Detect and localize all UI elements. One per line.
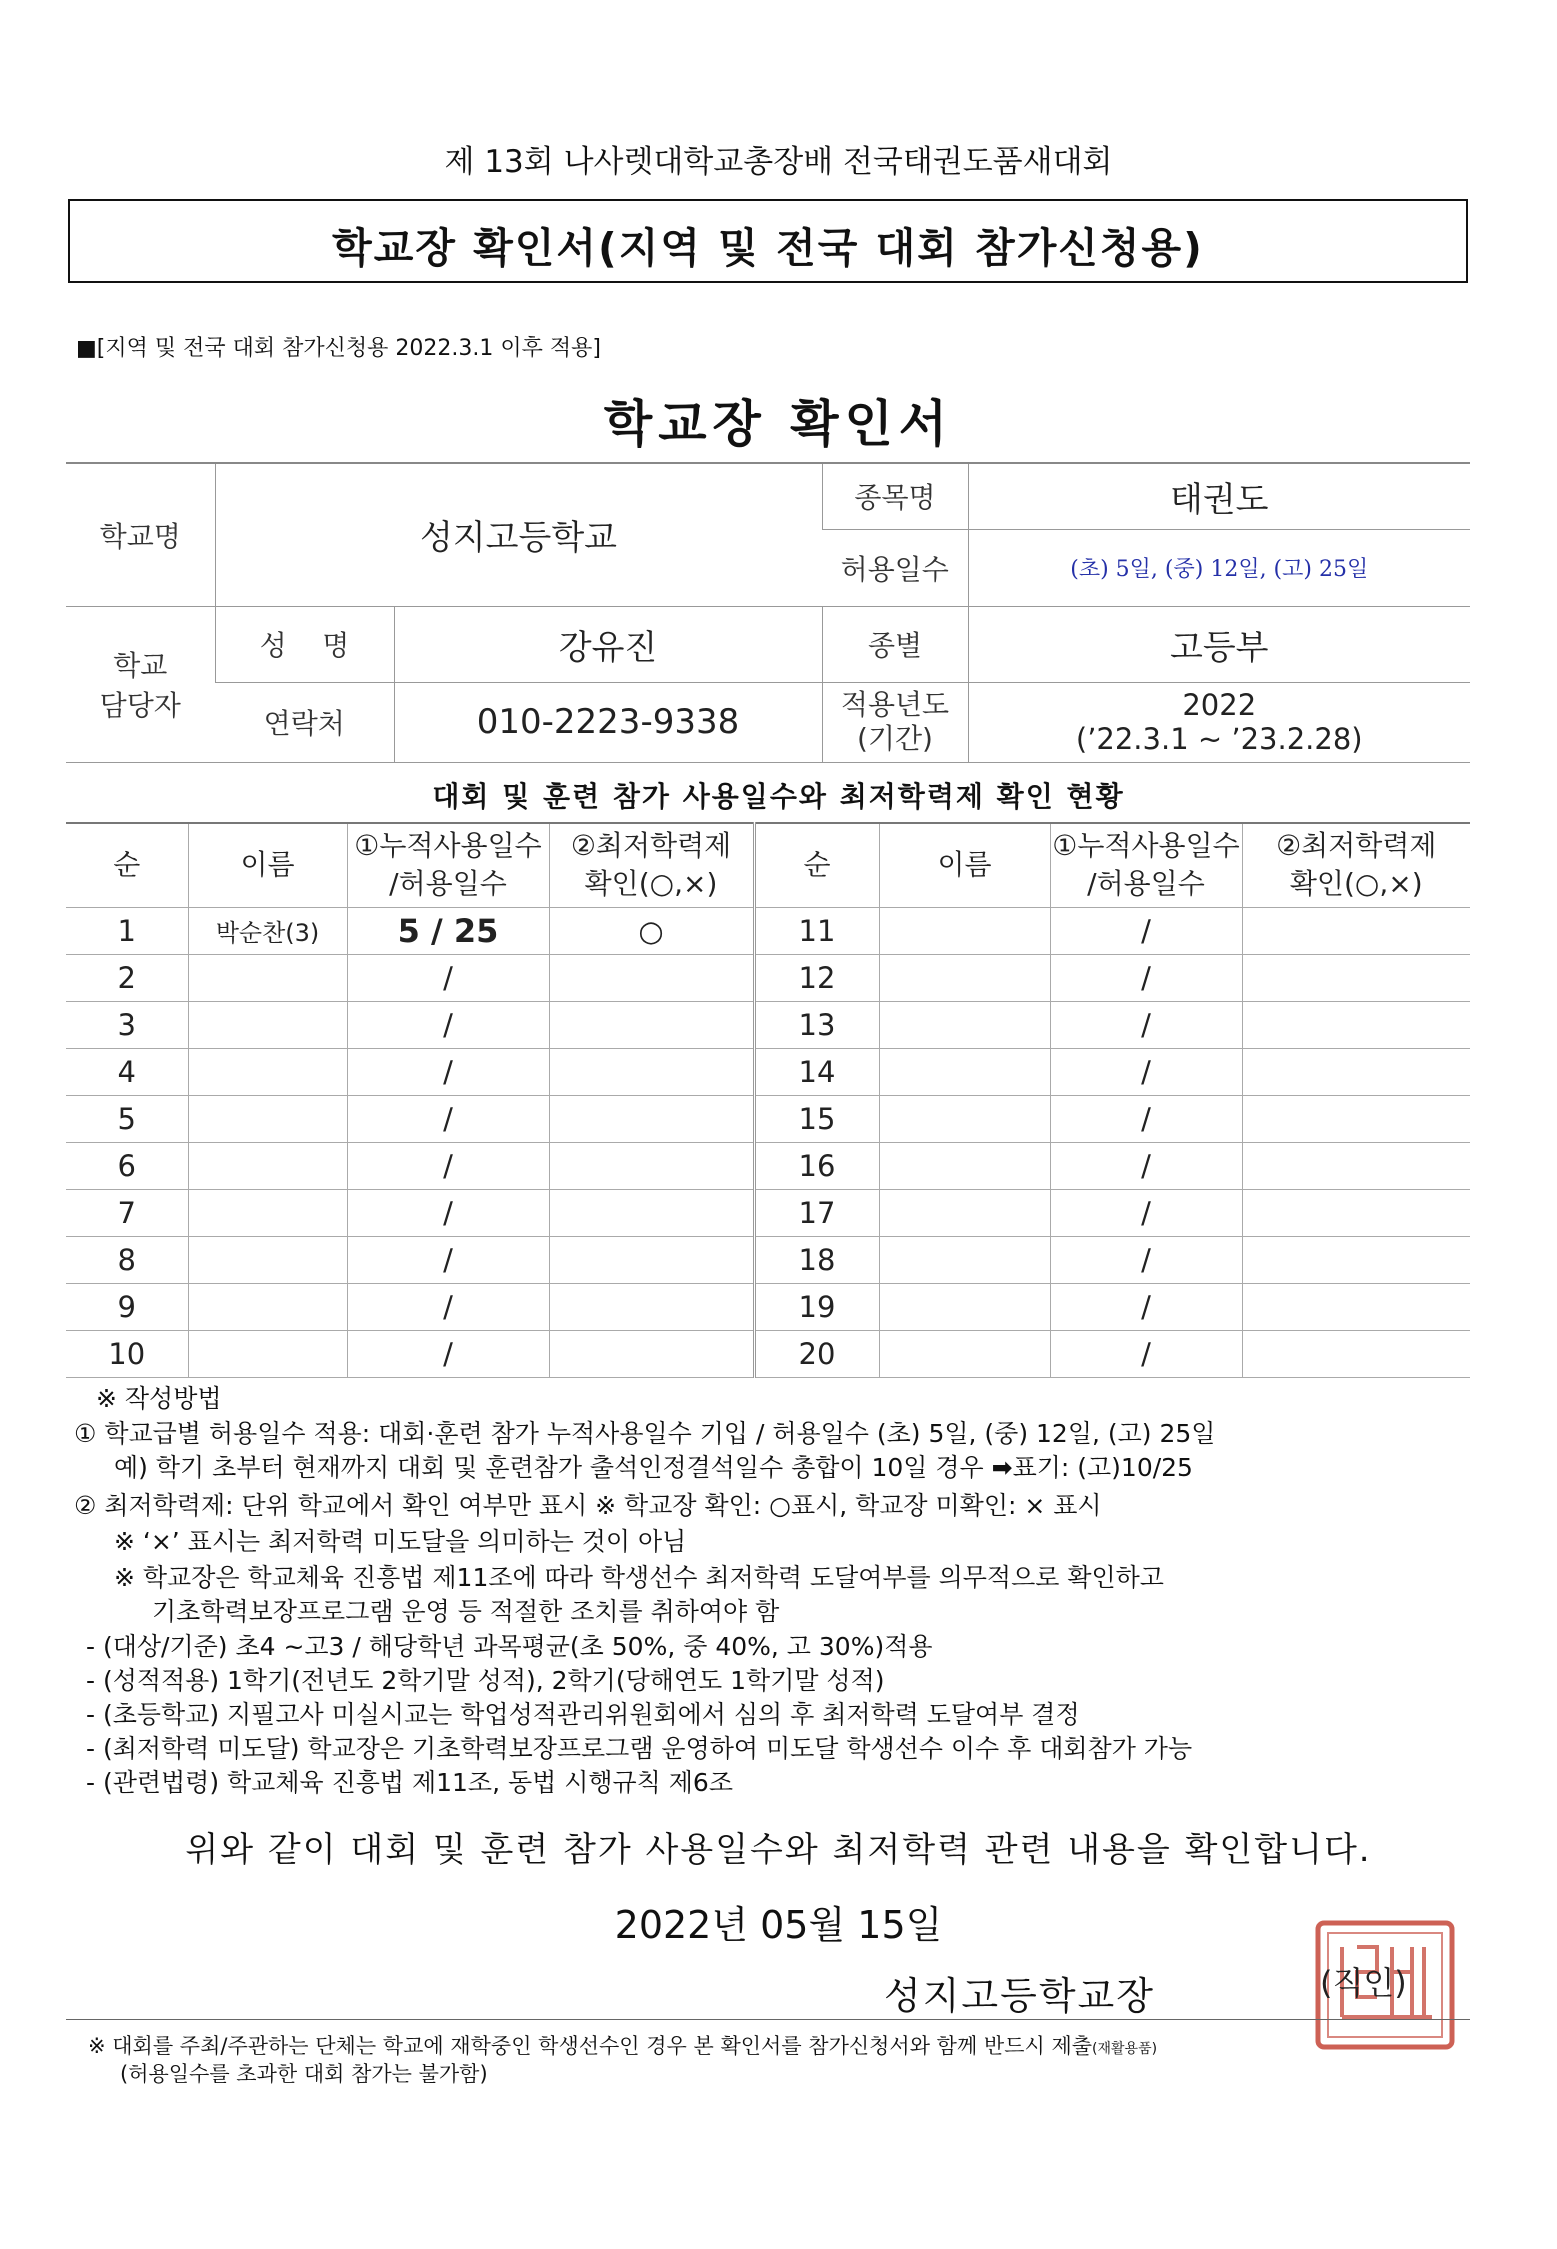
used-days: / xyxy=(1050,1330,1242,1377)
student-name xyxy=(879,1330,1050,1377)
row-number: 5 xyxy=(66,1095,188,1142)
title-box xyxy=(68,199,1468,283)
table-row xyxy=(66,1048,1470,1095)
school-info-table xyxy=(66,462,1470,763)
table-row xyxy=(66,954,1470,1001)
confirmation-statement: 위와 같이 대회 및 훈련 참가 사용일수와 최저학력 관련 내용을 확인합니다. xyxy=(185,1830,1372,1870)
arrow-right-icon: ➡ xyxy=(991,1453,1013,1482)
header-no-left: 순 xyxy=(66,823,188,907)
academic-check xyxy=(1242,1189,1470,1236)
used-days: / xyxy=(347,1236,549,1283)
used-days: / xyxy=(347,1283,549,1330)
contact-label-line2: 담당자 xyxy=(99,689,181,722)
used-days: / xyxy=(347,1189,549,1236)
used-days: / xyxy=(1050,1236,1242,1283)
row-number: 4 xyxy=(66,1048,188,1095)
academic-check xyxy=(1242,907,1470,954)
instruction-1b-line xyxy=(114,1448,1193,1484)
applicable-year-value xyxy=(968,682,1470,762)
status-heading: 대회 및 훈련 참가 사용일수와 최저학력제 확인 현황 xyxy=(432,780,1125,813)
row-number: 11 xyxy=(754,907,879,954)
used-days: / xyxy=(347,1048,549,1095)
phone-label: 연락처 xyxy=(215,682,394,762)
table-row xyxy=(66,1283,1470,1330)
person-name-label: 성 명 xyxy=(215,606,394,682)
footer-note xyxy=(88,2030,1157,2060)
footer-note-2: (허용일수를 초과한 대회 참가는 불가함) xyxy=(120,2062,488,2086)
header-check-right xyxy=(1242,823,1470,907)
row-number: 6 xyxy=(66,1142,188,1189)
instructions-header: ※ 작성방법 xyxy=(96,1384,222,1413)
header-days-line2: /허용일수 xyxy=(1087,867,1205,901)
academic-check xyxy=(1242,1142,1470,1189)
division-value: 고등부 xyxy=(968,606,1470,682)
footer-note-small: (재활용품) xyxy=(1092,2041,1158,2057)
instruction-1b: 예) 학기 초부터 현재까지 대회 및 훈련참가 출석인정결석일수 총합이 10일 경우 xyxy=(114,1453,984,1482)
table-row xyxy=(66,1236,1470,1283)
academic-check xyxy=(1242,1236,1470,1283)
roster-table xyxy=(66,822,1470,1378)
student-name xyxy=(879,954,1050,1001)
used-days: / xyxy=(1050,1095,1242,1142)
academic-check xyxy=(1242,954,1470,1001)
header-name-right: 이름 xyxy=(879,823,1050,907)
instruction-2a: ② 최저학력제: 단위 학교에서 확인 여부만 표시 ※ 학교장 확인: ○표시, 학교장 미확인: × 표시 xyxy=(74,1491,1102,1520)
used-days: / xyxy=(347,1001,549,1048)
student-name xyxy=(879,1189,1050,1236)
instruction-1a: ① 학교급별 허용일수 적용: 대회·훈련 참가 누적사용일수 기입 / 허용일수 (초) 5일, (중) 12일, (고) 25일 xyxy=(74,1419,1216,1448)
header-days-line1: ①누적사용일수 xyxy=(1052,829,1240,863)
row-number: 17 xyxy=(754,1189,879,1236)
person-name-value: 강유진 xyxy=(394,606,822,682)
form-title: 학교장 확인서(지역 및 전국 대회 참가신청용) xyxy=(332,224,1204,272)
header-check-line2: 확인(○,×) xyxy=(584,867,718,901)
row-number: 15 xyxy=(754,1095,879,1142)
row-number: 7 xyxy=(66,1189,188,1236)
student-name xyxy=(879,907,1050,954)
row-number: 3 xyxy=(66,1001,188,1048)
instruction-2b: ※ ‘×’ 표시는 최저학력 미도달을 의미하는 것이 아님 xyxy=(114,1527,687,1556)
used-days: / xyxy=(347,1330,549,1377)
academic-check xyxy=(549,1330,754,1377)
school-name-label: 학교명 xyxy=(66,463,215,606)
academic-check xyxy=(549,1189,754,1236)
academic-check xyxy=(1242,1095,1470,1142)
footer-divider xyxy=(66,2019,1470,2020)
used-days: / xyxy=(1050,907,1242,954)
academic-check xyxy=(549,1283,754,1330)
header-days-line1: ①누적사용일수 xyxy=(354,829,542,863)
academic-check xyxy=(549,1001,754,1048)
header-name-left: 이름 xyxy=(188,823,347,907)
used-days: / xyxy=(347,1142,549,1189)
student-name xyxy=(188,1001,347,1048)
row-number: 1 xyxy=(66,907,188,954)
row-number: 18 xyxy=(754,1236,879,1283)
contact-label-line1: 학교 xyxy=(113,649,168,682)
allowed-days-label: 허용일수 xyxy=(822,529,968,606)
table-row xyxy=(66,1001,1470,1048)
contact-person-label xyxy=(66,606,215,762)
student-name xyxy=(879,1283,1050,1330)
row-number: 9 xyxy=(66,1283,188,1330)
header-check-line1: ②최저학력제 xyxy=(1276,829,1437,863)
table-row xyxy=(66,1189,1470,1236)
allowed-days-value: (초) 5일, (중) 12일, (고) 25일 xyxy=(968,529,1470,606)
academic-check xyxy=(1242,1001,1470,1048)
event-title: 제 13회 나사렛대학교총장배 전국태권도품새대회 xyxy=(444,144,1113,180)
academic-check xyxy=(1242,1330,1470,1377)
academic-check xyxy=(549,954,754,1001)
table-row xyxy=(66,1142,1470,1189)
table-row xyxy=(66,1095,1470,1142)
used-days: 5 / 25 xyxy=(347,907,549,954)
row-number: 20 xyxy=(754,1330,879,1377)
academic-check xyxy=(549,1095,754,1142)
criteria-unmet: - (최저학력 미도달) 학교장은 기초학력보장프로그램 운영하여 미도달 학생선수 이수 후 대회참가 가능 xyxy=(86,1734,1193,1763)
year-label-line2: (기간) xyxy=(857,722,933,755)
academic-check xyxy=(549,1142,754,1189)
used-days: / xyxy=(347,1095,549,1142)
student-name xyxy=(879,1142,1050,1189)
school-name-value: 성지고등학교 xyxy=(215,463,822,606)
used-days: / xyxy=(1050,954,1242,1001)
row-number: 16 xyxy=(754,1142,879,1189)
academic-check xyxy=(1242,1048,1470,1095)
row-number: 19 xyxy=(754,1283,879,1330)
header-check-line2: 확인(○,×) xyxy=(1289,867,1423,901)
student-name xyxy=(188,1236,347,1283)
student-name xyxy=(879,1095,1050,1142)
criteria-elementary: - (초등학교) 지필고사 미실시교는 학업성적관리위원회에서 심의 후 최저학력 도달여부 결정 xyxy=(86,1700,1080,1729)
sport-value: 태권도 xyxy=(968,463,1470,529)
year-value-line1: 2022 xyxy=(1182,688,1257,722)
division-label: 종별 xyxy=(822,606,968,682)
student-name xyxy=(188,1048,347,1095)
row-number: 12 xyxy=(754,954,879,1001)
year-label-line1: 적용년도 xyxy=(840,688,950,721)
student-name: 박순찬(3) xyxy=(188,907,347,954)
student-name xyxy=(879,1048,1050,1095)
criteria-target: - (대상/기준) 초4 ~고3 / 해당학년 과목평균(초 50%, 중 40%, 고 30%)적용 xyxy=(86,1632,933,1661)
used-days: / xyxy=(347,954,549,1001)
principal-title: 성지고등학교장 xyxy=(884,1974,1155,2018)
row-number: 14 xyxy=(754,1048,879,1095)
student-name xyxy=(188,1330,347,1377)
phone-value: 010-2223-9338 xyxy=(394,682,822,762)
table-row xyxy=(66,1330,1470,1377)
student-name xyxy=(879,1236,1050,1283)
row-number: 2 xyxy=(66,954,188,1001)
issue-date: 2022년 05월 15일 xyxy=(614,1903,943,1947)
header-days-left xyxy=(347,823,549,907)
used-days: / xyxy=(1050,1283,1242,1330)
student-name xyxy=(188,1095,347,1142)
student-name xyxy=(188,1283,347,1330)
sport-label: 종목명 xyxy=(822,463,968,529)
academic-check: ○ xyxy=(549,907,754,954)
header-no-right: 순 xyxy=(754,823,879,907)
seal-label: (직인) xyxy=(1320,1964,1407,2002)
used-days: / xyxy=(1050,1048,1242,1095)
criteria-law: - (관련법령) 학교체육 진흥법 제11조, 동법 시행규칙 제6조 xyxy=(86,1768,733,1797)
used-days: / xyxy=(1050,1189,1242,1236)
instruction-1c: 표기: (고)10/25 xyxy=(1012,1453,1193,1482)
applicability-notice: ■[지역 및 전국 대회 참가신청용 2022.3.1 이후 적용] xyxy=(76,336,601,361)
header-check-line1: ②최저학력제 xyxy=(570,829,732,863)
header-days-right xyxy=(1050,823,1242,907)
year-value-line2: (’22.3.1 ~ ’23.2.28) xyxy=(1075,722,1363,756)
academic-check xyxy=(1242,1283,1470,1330)
row-number: 10 xyxy=(66,1330,188,1377)
used-days: / xyxy=(1050,1001,1242,1048)
academic-check xyxy=(549,1236,754,1283)
row-number: 8 xyxy=(66,1236,188,1283)
document-heading: 학교장 확인서 xyxy=(603,395,954,453)
academic-check xyxy=(549,1048,754,1095)
student-name xyxy=(188,1189,347,1236)
row-number: 13 xyxy=(754,1001,879,1048)
student-name xyxy=(879,1001,1050,1048)
applicable-year-label xyxy=(822,682,968,762)
student-name xyxy=(188,1142,347,1189)
criteria-grades: - (성적적용) 1학기(전년도 2학기말 성적), 2학기(당해연도 1학기말 성적) xyxy=(86,1666,885,1695)
instruction-2d: 기초학력보장프로그램 운영 등 적절한 조치를 취하여야 함 xyxy=(152,1597,780,1626)
instruction-2c: ※ 학교장은 학교체육 진흥법 제11조에 따라 학생선수 최저학력 도달여부를 의무적으로 확인하고 xyxy=(114,1563,1164,1592)
student-name xyxy=(188,954,347,1001)
header-days-line2: /허용일수 xyxy=(389,867,507,901)
header-check-left xyxy=(549,823,754,907)
table-row xyxy=(66,907,1470,954)
footer-note-main: ※ 대회를 주최/주관하는 단체는 학교에 재학중인 학생선수인 경우 본 확인서를 참가신청서와 함께 반드시 제출 xyxy=(88,2034,1093,2058)
used-days: / xyxy=(1050,1142,1242,1189)
